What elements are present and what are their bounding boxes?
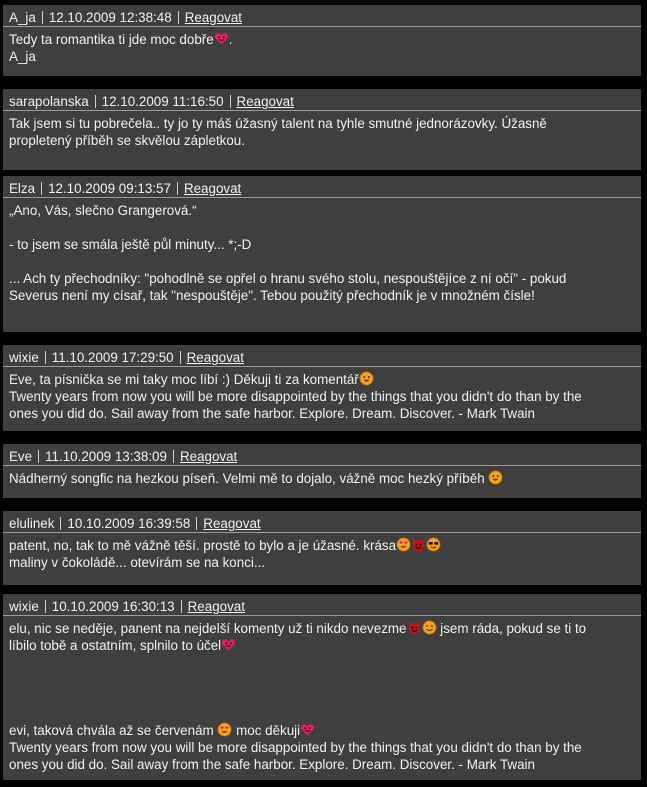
- comment-body: [9, 111, 635, 149]
- comment-date: 11.10.2009 13:38:09: [45, 449, 167, 464]
- comment-text-line: [9, 219, 635, 236]
- devil-face-emoticon-icon: [411, 537, 426, 552]
- comment-text-line: Nádherný songfic na hezkou píseň. Velmi mě to dojalo, vážně moc hezký příběh: [9, 470, 635, 487]
- devil-face-emoticon-icon: [407, 620, 422, 635]
- reply-link[interactable]: Reagovat: [179, 449, 238, 464]
- reply-link[interactable]: Reagovat: [187, 599, 245, 614]
- comment: [3, 89, 641, 170]
- comment-text-line: - to jsem se smála ještě půl minuty... *;-D: [9, 237, 252, 252]
- comment-text-line: Severus není my císař, tak "nespouštěje". Tebou použitý přechodník je v množném čísle!: [9, 288, 535, 303]
- comment-text-line: patent, no, tak to mě vážně těší. prostě to bylo a je úžasné. krása: [9, 537, 635, 554]
- comment: [3, 511, 641, 585]
- comment-body: [9, 367, 635, 422]
- header-divider: [41, 182, 42, 195]
- comment: [3, 444, 641, 498]
- smile-face-emoticon-icon: [488, 470, 503, 485]
- comment-author: Eve: [9, 449, 33, 464]
- header-divider: [45, 351, 46, 364]
- comment-date: 10.10.2009 16:30:13: [51, 599, 175, 614]
- comment-body: [9, 27, 635, 65]
- comment-body: [9, 466, 635, 487]
- comment-text-line: evi, taková chvála až se červenám moc děkuji: [9, 722, 635, 739]
- reply-link[interactable]: Reagovat: [236, 94, 294, 109]
- comment-header: [3, 598, 641, 616]
- comment-text-line: [9, 688, 635, 705]
- comment-text-line: Twenty years from now you will be more disappointed by the things that you didn't do than by the: [9, 389, 582, 404]
- header-divider: [177, 182, 178, 195]
- comment-author: elulinek: [9, 516, 55, 531]
- comment-author: wixie: [9, 599, 39, 614]
- comment-text-line: [9, 654, 635, 671]
- comment-text-line: ones you did do. Sail away from the safe harbor. Explore. Dream. Discover. - Mark Twain: [9, 406, 535, 421]
- comment-text-line: A_ja: [9, 49, 36, 64]
- comment-text-line: maliny v čokoládě... otevírám se na konci...: [9, 555, 266, 570]
- comment-text-line: Twenty years from now you will be more disappointed by the things that you didn't do than by the: [9, 740, 582, 755]
- comment-text-line: ones you did do. Sail away from the safe harbor. Explore. Dream. Discover. - Mark Twain: [9, 757, 535, 772]
- comment-text-line: Tedy ta romantika ti jde moc dobře .: [9, 32, 233, 47]
- comment-header: [3, 349, 641, 367]
- header-divider: [181, 600, 182, 613]
- love-face-emoticon-icon: [396, 537, 411, 552]
- comment-date: 11.10.2009 17:29:50: [51, 350, 174, 365]
- comment-body: [9, 616, 635, 773]
- comment-body: [9, 533, 635, 571]
- comment-text-line: elu, nic se neděje, panent na nejdelší komenty už ti nikdo nevezme jsem ráda, pokud se ti to: [9, 621, 587, 636]
- reply-link[interactable]: Reagovat: [186, 350, 244, 365]
- comment-header: [3, 448, 641, 466]
- comment-text-line: líbilo tobě a ostatním, splnilo to účel: [9, 637, 635, 654]
- header-divider: [178, 11, 179, 24]
- love-face-emoticon-icon: [217, 722, 232, 737]
- header-divider: [180, 351, 181, 364]
- comment-author: A_ja: [9, 10, 36, 25]
- reply-link[interactable]: Reagovat: [203, 516, 261, 531]
- header-divider: [230, 95, 231, 108]
- header-divider: [173, 450, 174, 463]
- comment-header: [3, 93, 641, 111]
- comment: [3, 5, 641, 76]
- comment: [3, 594, 641, 780]
- header-divider: [95, 95, 96, 108]
- comment-text-line: ... Ach ty přechodníky: "pohodlně se opřel o hranu svého stolu, nespouštějíce z ní očí" - pokud: [9, 271, 567, 286]
- comment-date: 12.10.2009 11:16:50: [101, 94, 224, 109]
- heart-face-emoticon-icon: [300, 722, 315, 737]
- heart-face-emoticon-icon: [214, 31, 229, 46]
- header-divider: [42, 11, 43, 24]
- comment-date: 12.10.2009 12:38:48: [48, 10, 172, 25]
- comment-text-line: „Ano, Vás, slečno Grangerová.“: [9, 203, 197, 218]
- comment-text-line: [9, 253, 635, 270]
- header-divider: [38, 450, 39, 463]
- comment-body: [9, 198, 635, 304]
- comment-text-line: [9, 671, 635, 688]
- comment-author: Elza: [9, 181, 36, 196]
- wink-face-emoticon-icon: [422, 620, 437, 635]
- header-divider: [45, 600, 46, 613]
- comment-text-line: Eve, ta písnička se mi taky moc líbí :) Děkuji ti za komentář: [9, 371, 635, 388]
- comment-header: [3, 180, 641, 198]
- comment-header: [3, 515, 641, 533]
- header-divider: [60, 517, 61, 530]
- comment: [3, 176, 641, 332]
- comment-text-line: propletený příběh se skvělou zápletkou.: [9, 133, 245, 148]
- heart-face-emoticon-icon: [221, 637, 236, 652]
- header-divider: [196, 517, 197, 530]
- comment-author: wixie: [9, 350, 39, 365]
- comment-text-line: Tak jsem si tu pobrečela.. ty jo ty máš úžasný talent na tyhle smutné jednorázovky. Úžasně: [9, 116, 547, 131]
- reply-link[interactable]: Reagovat: [184, 10, 243, 25]
- cool-face-emoticon-icon: [426, 537, 441, 552]
- comment-date: 12.10.2009 09:13:57: [48, 181, 171, 196]
- comment-date: 10.10.2009 16:39:58: [67, 516, 191, 531]
- happy-face-emoticon-icon: [359, 371, 374, 386]
- comment-header: [3, 9, 641, 27]
- comment-text-line: [9, 705, 635, 722]
- reply-link[interactable]: Reagovat: [183, 181, 242, 196]
- comment: [3, 345, 641, 431]
- comment-author: sarapolanska: [9, 94, 89, 109]
